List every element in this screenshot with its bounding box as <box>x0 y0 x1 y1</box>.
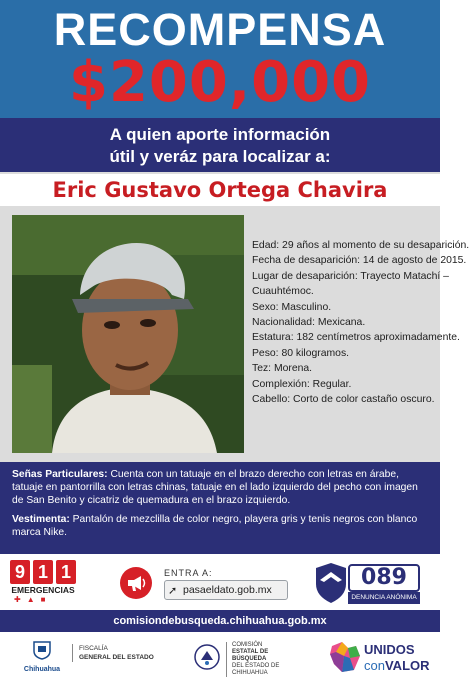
unidos-con: con <box>364 658 385 673</box>
distinguishing-marks <box>12 468 428 507</box>
unidos-map-icon <box>328 640 362 674</box>
fiscalia-text <box>72 644 154 662</box>
megaphone-icon <box>120 567 152 599</box>
comision-seal-icon <box>194 644 220 670</box>
emergency-label: EMERGENCIAS <box>11 585 75 595</box>
detail-age: Edad: 29 años al momento de su desaparición. <box>252 240 469 251</box>
detail-hair: Cabello: Corto de color castaño oscuro. <box>252 394 435 406</box>
person-photo <box>12 215 244 453</box>
digit-1a: 1 <box>33 560 53 584</box>
subheader-line2: útil y veráz para localizar a: <box>109 147 331 166</box>
fiscalia-line2: GENERAL DEL ESTADO <box>79 654 154 661</box>
comision-line2: ESTATAL DE <box>232 649 269 655</box>
clothing <box>12 513 428 539</box>
emergency-services-icon: ✚▲■ <box>14 595 52 604</box>
denuncia-label: DENUNCIA ANÓNIMA <box>348 592 420 604</box>
unidos-line2 <box>364 658 430 673</box>
senas-text: Cuenta con un tatuaje en el brazo derecho con letras en árabe, tatuaje en pantorrilla con letras chinas, tatuaje en el lado izquierdo del pecho con imagen de San Benito y cicatriz de quemadura en el brazo izquierdo. <box>12 469 418 506</box>
website-url: pasaeldato.gob.mx <box>183 584 272 596</box>
description-section <box>0 462 440 554</box>
vestimenta-label: Vestimenta: <box>12 514 70 525</box>
reward-title: RECOMPENSA <box>53 4 387 55</box>
fiscalia-line1: FISCALÍA <box>79 645 108 652</box>
cursor-icon: ➚ <box>168 585 178 597</box>
detail-date: Fecha de desaparición: 14 de agosto de 2015. <box>252 255 467 267</box>
person-details <box>252 238 469 407</box>
name-bar <box>0 174 440 206</box>
detail-place: Lugar de desaparición: Trayecto Matachí – <box>252 270 449 282</box>
comision-text <box>226 642 279 677</box>
senas-label: Señas Particulares: <box>12 469 108 480</box>
website-link[interactable] <box>164 580 288 600</box>
denuncia-number: 089 <box>348 564 420 592</box>
detail-weight: Peso: 80 kilogramos. <box>252 347 350 359</box>
chihuahua-logo <box>18 638 66 676</box>
detail-height: Estatura: 182 centímetros aproximadamente. <box>252 332 460 344</box>
digit-9: 9 <box>10 560 30 584</box>
comision-line4: DEL ESTADO DE <box>232 663 280 669</box>
comision-line5: CHIHUAHUA <box>232 670 268 676</box>
chihuahua-label: Chihuahua <box>23 666 61 673</box>
comision-line1: COMISIÓN <box>232 642 263 648</box>
unidos-con-valor-logo <box>328 638 438 676</box>
detail-build: Complexión: Regular. <box>252 378 352 390</box>
detail-nationality: Nacionalidad: Mexicana. <box>252 317 366 329</box>
subheader <box>0 118 440 172</box>
header-banner <box>0 0 440 118</box>
detail-sex: Sexo: Masculino. <box>252 301 332 313</box>
unidos-valor: VALOR <box>384 658 430 673</box>
footer-logos <box>0 632 440 680</box>
vestimenta-text: Pantalón de mezclilla de color negro, playera gris y tenis negros con blanco marca Nike. <box>12 514 418 538</box>
missing-person-name: Eric Gustavo Ortega Chavira <box>52 178 388 202</box>
reward-amount: $200,000 <box>68 50 372 115</box>
entra-label: ENTRA A: <box>164 568 213 578</box>
emergency-911-logo <box>8 560 80 604</box>
shield-icon <box>314 562 348 604</box>
commission-website[interactable]: comisiondebusqueda.chihuahua.gob.mx <box>0 610 440 632</box>
digit-1b: 1 <box>56 560 76 584</box>
comision-line3: BÚSQUEDA <box>232 656 267 662</box>
detail-place-cont: Cuauhtémoc. <box>252 286 314 298</box>
contact-strip <box>0 554 440 610</box>
chihuahua-seal-icon <box>31 638 53 660</box>
subheader-line1: A quien aporte información <box>109 125 331 144</box>
comision-logo <box>190 640 290 674</box>
detail-complexion-color: Tez: Morena. <box>252 363 313 375</box>
denuncia-089-badge <box>314 562 420 606</box>
unidos-line1: UNIDOS <box>364 642 415 657</box>
